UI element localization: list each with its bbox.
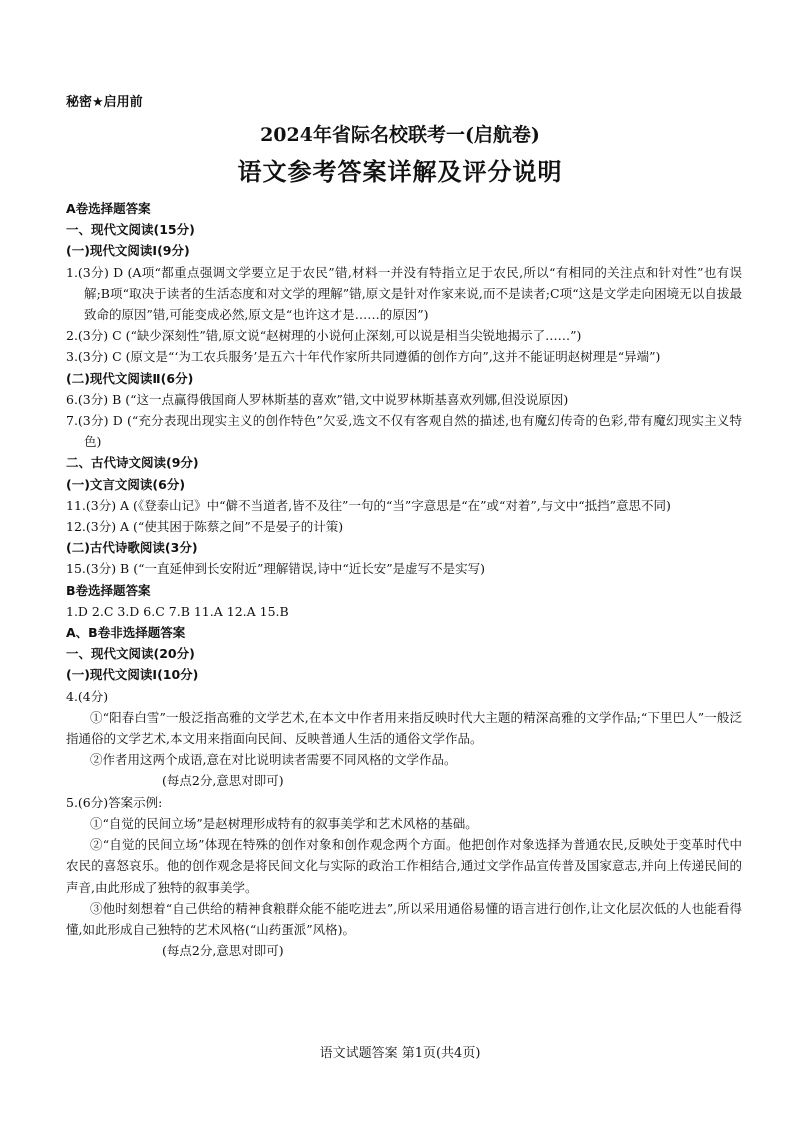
answer-item: 6.(3分) B (“这一点赢得俄国商人罗林斯基的喜欢”错,文中说罗林斯基喜欢列娜,但没说原因) xyxy=(66,391,569,407)
section-heading: A、B卷非选择题答案 xyxy=(66,625,186,641)
section-heading: 一、现代文阅读(15分) xyxy=(66,222,195,238)
section-heading: (二)古代诗歌阅读(3分) xyxy=(66,540,198,556)
section-heading: (一)文言文阅读(6分) xyxy=(66,476,186,492)
answer-item: 15.(3分) B (“一直延伸到长安附近”理解错误,诗中“近长安”是虚写不是实写) xyxy=(66,561,486,577)
answer-content xyxy=(66,198,742,961)
confidential-mark: 秘密★启用前 xyxy=(66,95,143,110)
answer-item: 3.(3分) C (原文是“‘为工农兵服务’是五六十年代作家所共同遵循的创作方向”,这并不能证明赵树理是“异端”) xyxy=(66,349,661,365)
section-heading: 一、现代文阅读(20分) xyxy=(66,646,195,662)
section-heading: A卷选择题答案 xyxy=(66,201,151,216)
answer-item: 1.(3分) D (A项“都重点强调文学要立足于农民”错,材料一并没有特指立足于农民,所以“有相同的关注点和针对性”也有误解;B项“取决于读者的生活态度和对文学的理解”错,原文是针对作家来说,而不是读者;C项“这是文学走向困境无以自拔最致命的原因”错,可能变成必然,原文是“也许这才是……的原因”) xyxy=(66,264,742,323)
answer-line: 1.D 2.C 3.D 6.C 7.B 11.A 12.A 15.B xyxy=(66,603,289,619)
scoring-note: (每点2分,意思对即可) xyxy=(162,773,284,789)
answer-line: 5.(6分)答案示例: xyxy=(66,794,163,810)
answer-paragraph: ②“自觉的民间立场”体现在特殊的创作对象和创作观念两个方面。他把创作对象选择为普通农民,反映处于变革时代中农民的喜怒哀乐。他的创作观念是将民间文化与实际的政治工作相结合,通过文学作品宣传普及国家意志,并向上传递民间的声音,由此形成了独特的叙事美学。 xyxy=(66,837,742,895)
section-heading: B卷选择题答案 xyxy=(66,582,151,598)
page-footer: 语文试题答案 第1页(共4页) xyxy=(319,1046,481,1061)
answer-item: 7.(3分) D (“充分表现出现实主义的创作特色”欠妥,选文不仅有客观自然的描述,也有魔幻传奇的色彩,带有魔幻现实主义特色) xyxy=(66,413,742,450)
answer-paragraph: ②作者用这两个成语,意在对比说明读者需要不同风格的文学作品。 xyxy=(90,752,457,768)
section-heading: (二)现代文阅读Ⅱ(6分) xyxy=(66,370,194,386)
section-heading: (一)现代文阅读Ⅰ(10分) xyxy=(66,667,199,683)
section-heading: (一)现代文阅读Ⅰ(9分) xyxy=(66,243,190,259)
answer-paragraph: ③他时刻想着“自己供给的精神食粮群众能不能吃进去”,所以采用通俗易懂的语言进行创作,让文化层次低的人也能看得懂,如此形成自己独特的艺术风格(“山药蛋派”风格)。 xyxy=(66,900,742,937)
answer-item: 2.(3分) C (“缺少深刻性”错,原文说“赵树理的小说何止深刻,可以说是相当尖锐地揭示了……”) xyxy=(66,328,582,344)
answer-item: 12.(3分) A (“使其困于陈蔡之间”不是晏子的计策) xyxy=(66,519,344,535)
answer-line: 4.(4分) xyxy=(66,688,109,704)
answer-item: 11.(3分) A (《登泰山记》中“僻不当道者,皆不及往”一句的“当”字意思是“在”或“对着”,与文中“抵挡”意思不同) xyxy=(66,497,671,513)
answer-paragraph: ①“自觉的民间立场”是赵树理形成特有的叙事美学和艺术风格的基础。 xyxy=(90,815,478,831)
answer-paragraph: ①“阳春白雪”一般泛指高雅的文学艺术,在本文中作者用来指反映时代大主题的精深高雅的文学作品;“下里巴人”一般泛指通俗的文学艺术,本文用来指面向民间、反映普通人生活的通俗文学作品。 xyxy=(66,709,742,747)
scoring-note: (每点2分,意思对即可) xyxy=(162,943,284,959)
document-title: 语文参考答案详解及评分说明 xyxy=(237,158,563,186)
section-heading: 二、古代诗文阅读(9分) xyxy=(66,455,199,471)
exam-title: 2024年省际名校联考一(启航卷) xyxy=(260,124,540,146)
